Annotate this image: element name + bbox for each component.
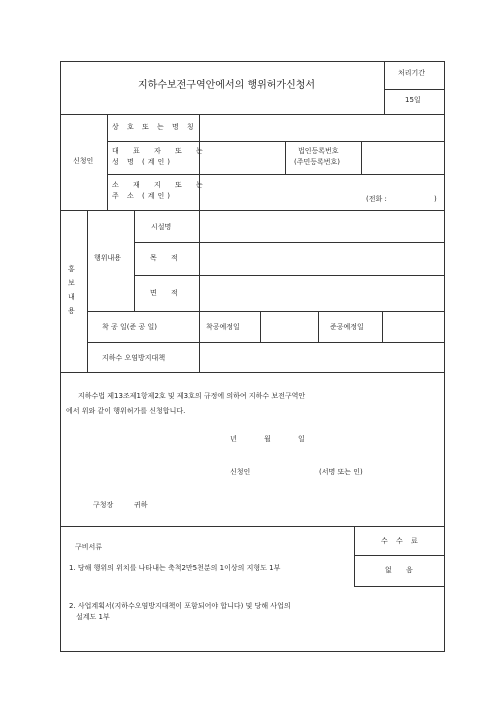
phone-label: (전화 : xyxy=(366,195,387,203)
sign-label: (서명 또는 인) xyxy=(319,468,363,476)
content-bottom xyxy=(60,372,445,373)
start-label: 착 공 일(준 공 일) xyxy=(102,323,157,331)
document-item-1: 1. 당해 행위의 위치를 나타내는 축척2만5천분의 1이상의 지형도 1부 xyxy=(69,564,281,572)
purpose-label: 목 적 xyxy=(150,254,184,262)
content-row1 xyxy=(134,242,445,243)
applicant-row1 xyxy=(107,141,445,142)
content-left-ext xyxy=(87,311,88,373)
period-value: 15일 xyxy=(405,96,421,104)
corp-label-2: (주민등록번호) xyxy=(294,158,341,166)
addr-label-2: 주 소 (계인) xyxy=(112,192,173,200)
border-left xyxy=(60,61,61,652)
statement-line2: 에서 위와 같이 행위허가를 신청합니다. xyxy=(66,407,186,415)
border-bottom xyxy=(60,651,445,652)
corp-col-right xyxy=(361,141,362,175)
border-top xyxy=(60,61,445,62)
rep-label-1: 대 표 자 또 는 xyxy=(112,147,209,155)
date-year: 년 xyxy=(230,435,237,443)
planned-end-label: 준공예정일 xyxy=(330,323,364,331)
date-day: 일 xyxy=(298,435,305,443)
title-bottom xyxy=(60,114,445,115)
activity-label: 행위내용 xyxy=(94,254,122,262)
addressee: 구청장 xyxy=(93,501,114,509)
documents-title: 구비서류 xyxy=(75,543,103,551)
phone-close: ) xyxy=(434,195,437,203)
document-item-2-line1: 2. 사업계획서(지하수오염방지대책이 포함되어야 합니다) 및 당해 사업의 xyxy=(69,602,291,610)
pollution-label: 지하수 오염방지대책 xyxy=(102,354,166,362)
date-month: 월 xyxy=(264,435,271,443)
start-col-c xyxy=(382,311,383,343)
corp-label-1: 법인등록번호 xyxy=(298,147,339,155)
applicant-section-label: 신청인 xyxy=(73,157,94,165)
applicant-value-col xyxy=(199,114,200,211)
content-row2 xyxy=(134,275,445,276)
content-row3 xyxy=(87,311,445,312)
statement-applicant-label: 신청인 xyxy=(230,468,251,476)
start-col-a xyxy=(260,311,261,343)
fee-col xyxy=(354,526,355,587)
document-item-2-line2: 설계도 1부 xyxy=(76,613,110,621)
border-right xyxy=(444,61,445,652)
content-section-label-2: 보 xyxy=(68,279,75,287)
applicant-row2 xyxy=(107,174,445,175)
area-label: 면 적 xyxy=(150,289,184,297)
rep-label-2: 성 명 (계인) xyxy=(112,158,173,166)
content-section-label-3: 내 xyxy=(68,293,75,301)
documents-top xyxy=(60,526,445,527)
title-divider xyxy=(384,61,385,115)
planned-start-label: 착공예정일 xyxy=(206,323,240,331)
content-col1 xyxy=(87,210,88,312)
honorific: 귀하 xyxy=(134,501,148,509)
fee-value: 없 음 xyxy=(385,566,419,574)
corp-col-left xyxy=(285,141,286,175)
content-section-label-1: 홍 xyxy=(68,265,75,273)
content-value-col xyxy=(199,210,200,373)
period-label: 처리기간 xyxy=(398,69,426,77)
statement-line1: 지하수법 제13조제1항제2호 및 제3호의 규정에 의하여 지하수 보전구역안 xyxy=(78,392,306,400)
form-title: 지하수보전구역안에서의 행위허가신청서 xyxy=(138,80,316,91)
fee-label: 수 수 료 xyxy=(381,537,421,545)
content-col2 xyxy=(134,210,135,312)
content-row4 xyxy=(87,342,445,343)
period-divider xyxy=(384,89,444,90)
company-label: 상 호 또 는 명 칭 xyxy=(112,123,197,131)
fee-divider xyxy=(354,555,445,556)
applicant-bottom xyxy=(60,210,445,211)
content-section-label-4: 용 xyxy=(68,307,75,315)
facility-label: 시설명 xyxy=(151,223,172,231)
addr-label-1: 소 재 지 또 는 xyxy=(112,181,209,189)
start-col-b xyxy=(318,311,319,343)
applicant-col xyxy=(107,114,108,211)
documents-bottom xyxy=(354,586,445,587)
